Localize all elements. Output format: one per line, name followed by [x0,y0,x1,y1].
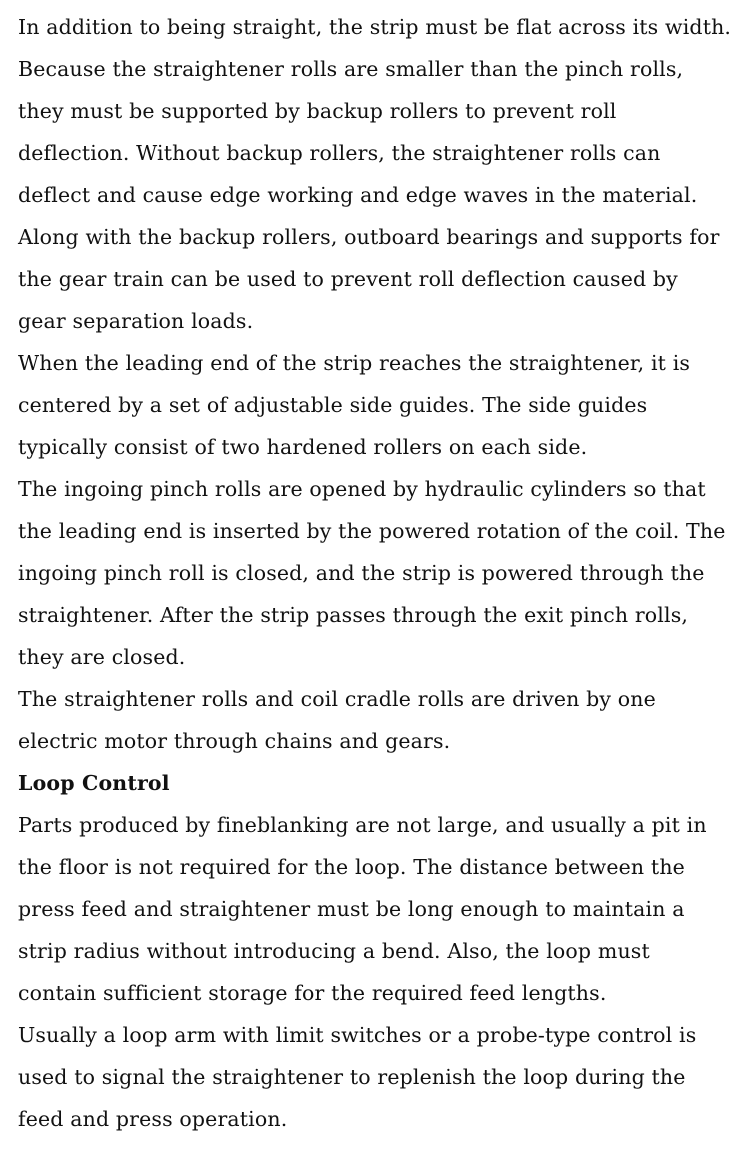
paragraph-side-guides: When the leading end of the strip reaches the straightener, it is centered by a set of adjustable side guides. The side guides typically consist of two hardened rollers on each side. [18,351,691,459]
section-heading-loop-control: Loop Control [18,771,170,795]
paragraph-loop-arm: Usually a loop arm with limit switches or a probe-type control is used to signal the straightener to replenish the loop during the feed and press operation. [18,1023,697,1131]
paragraph-strip-flatness: In addition to being straight, the strip must be flat across its width. Because the straightener rolls are smaller than the pinch rolls, they must be supported by backup rollers to prevent roll deflection. Without backup rollers, the straightener rolls can deflect and cause edge working and edge waves in the material. Along with the backup rollers, outboard bearings and supports for the gear train can be used to prevent roll deflection caused by gear separation loads. [18,15,732,333]
paragraph-drive-motor: The straightener rolls and coil cradle rolls are driven by one electric motor through chains and gears. [18,687,656,753]
paragraph-pinch-rolls: The ingoing pinch rolls are opened by hydraulic cylinders so that the leading end is inserted by the powered rotation of the coil. The ingoing pinch roll is closed, and the strip is powered through the straightener. After the strip passes through the exit pinch rolls, they are closed. [18,477,726,669]
paragraph-loop-pit: Parts produced by fineblanking are not large, and usually a pit in the floor is not required for the loop. The distance between the press feed and straightener must be long enough to maintain a strip radius without introducing a bend. Also, the loop must contain sufficient storage for the required feed lengths. [18,813,707,1005]
